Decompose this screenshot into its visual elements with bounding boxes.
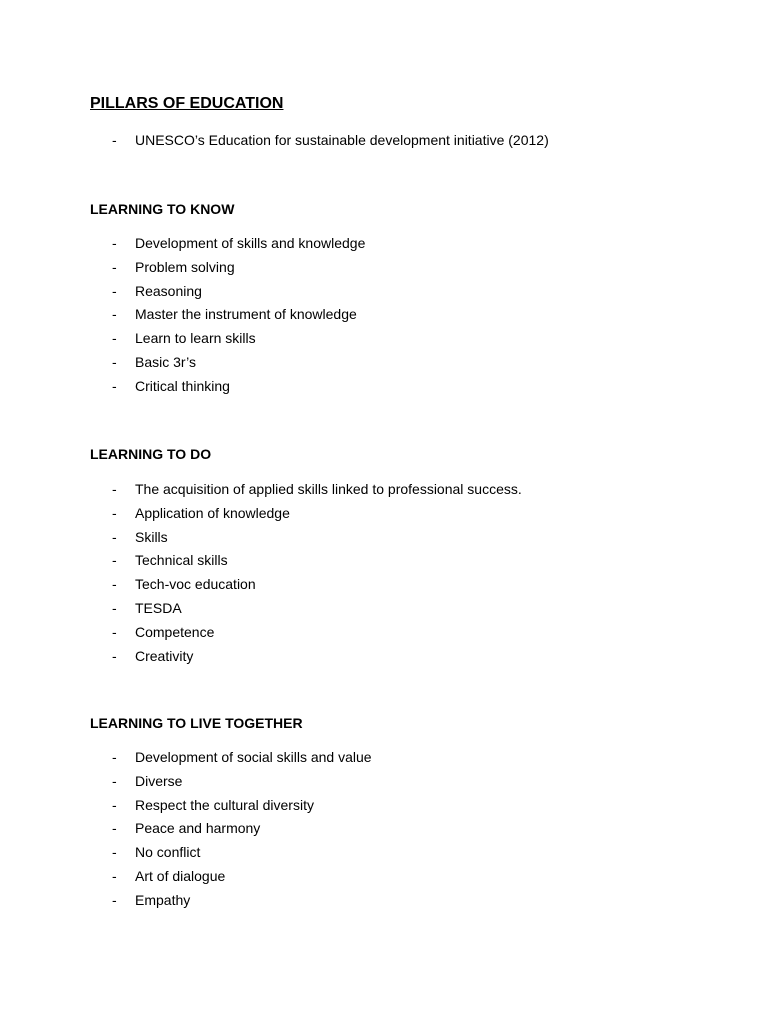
bullet-dash: - — [112, 377, 117, 394]
list-item-text: Critical thinking — [135, 377, 230, 394]
document-title: PILLARS OF EDUCATION — [90, 95, 284, 112]
list-item-text: UNESCO’s Education for sustainable development initiative (2012) — [135, 132, 549, 148]
bullet-dash: - — [112, 772, 117, 789]
bullet-dash: - — [112, 796, 117, 813]
list-item-text: No conflict — [135, 844, 201, 861]
section-heading-learning-to-do: LEARNING TO DO — [90, 446, 212, 462]
list-item-text: Technical skills — [135, 552, 228, 569]
bullet-dash: - — [112, 353, 117, 370]
list-item-text: Skills — [135, 528, 168, 545]
bullet-dash: - — [112, 891, 117, 908]
list-item-text: Problem solving — [135, 258, 235, 275]
list-item-text: Empathy — [135, 891, 191, 908]
bullet-dash: - — [112, 623, 117, 640]
list-item-text: Tech-voc education — [135, 576, 256, 593]
list-item-text: Learn to learn skills — [135, 330, 256, 347]
list-item-text: Respect the cultural diversity — [135, 796, 314, 813]
list-item-text: Master the instrument of knowledge — [135, 306, 357, 323]
bullet-dash: - — [112, 528, 117, 545]
bullet-dash: - — [112, 576, 117, 593]
list-item-text: Competence — [135, 623, 215, 640]
section-heading-learning-to-live-together: LEARNING TO LIVE TOGETHER — [90, 715, 303, 731]
bullet-dash: - — [112, 330, 117, 347]
list-item-text: Application of knowledge — [135, 504, 290, 521]
list-item-text: Creativity — [135, 647, 194, 664]
bullet-dash: - — [112, 132, 117, 148]
list-item-text: Reasoning — [135, 282, 202, 299]
bullet-dash: - — [112, 844, 117, 861]
list-item-text: Basic 3r’s — [135, 353, 196, 370]
list-item-text: Development of skills and knowledge — [135, 235, 366, 251]
bullet-dash: - — [112, 282, 117, 299]
bullet-dash: - — [112, 749, 117, 765]
bullet-dash: - — [112, 647, 117, 664]
bullet-dash: - — [112, 552, 117, 569]
list-item-text: Development of social skills and value — [135, 749, 372, 765]
bullet-dash: - — [112, 235, 117, 251]
bullet-dash: - — [112, 504, 117, 521]
list-item-text: Peace and harmony — [135, 820, 261, 837]
bullet-dash: - — [112, 481, 117, 497]
list-item-text: Art of dialogue — [135, 867, 226, 884]
bullet-dash: - — [112, 867, 117, 884]
section-heading-learning-to-know: LEARNING TO KNOW — [90, 201, 235, 217]
bullet-dash: - — [112, 820, 117, 837]
bullet-dash: - — [112, 306, 117, 323]
list-item-text: Diverse — [135, 772, 183, 789]
bullet-dash: - — [112, 258, 117, 275]
list-item-text: TESDA — [135, 599, 182, 616]
bullet-dash: - — [112, 599, 117, 616]
list-item-text: The acquisition of applied skills linked to professional success. — [135, 481, 522, 497]
